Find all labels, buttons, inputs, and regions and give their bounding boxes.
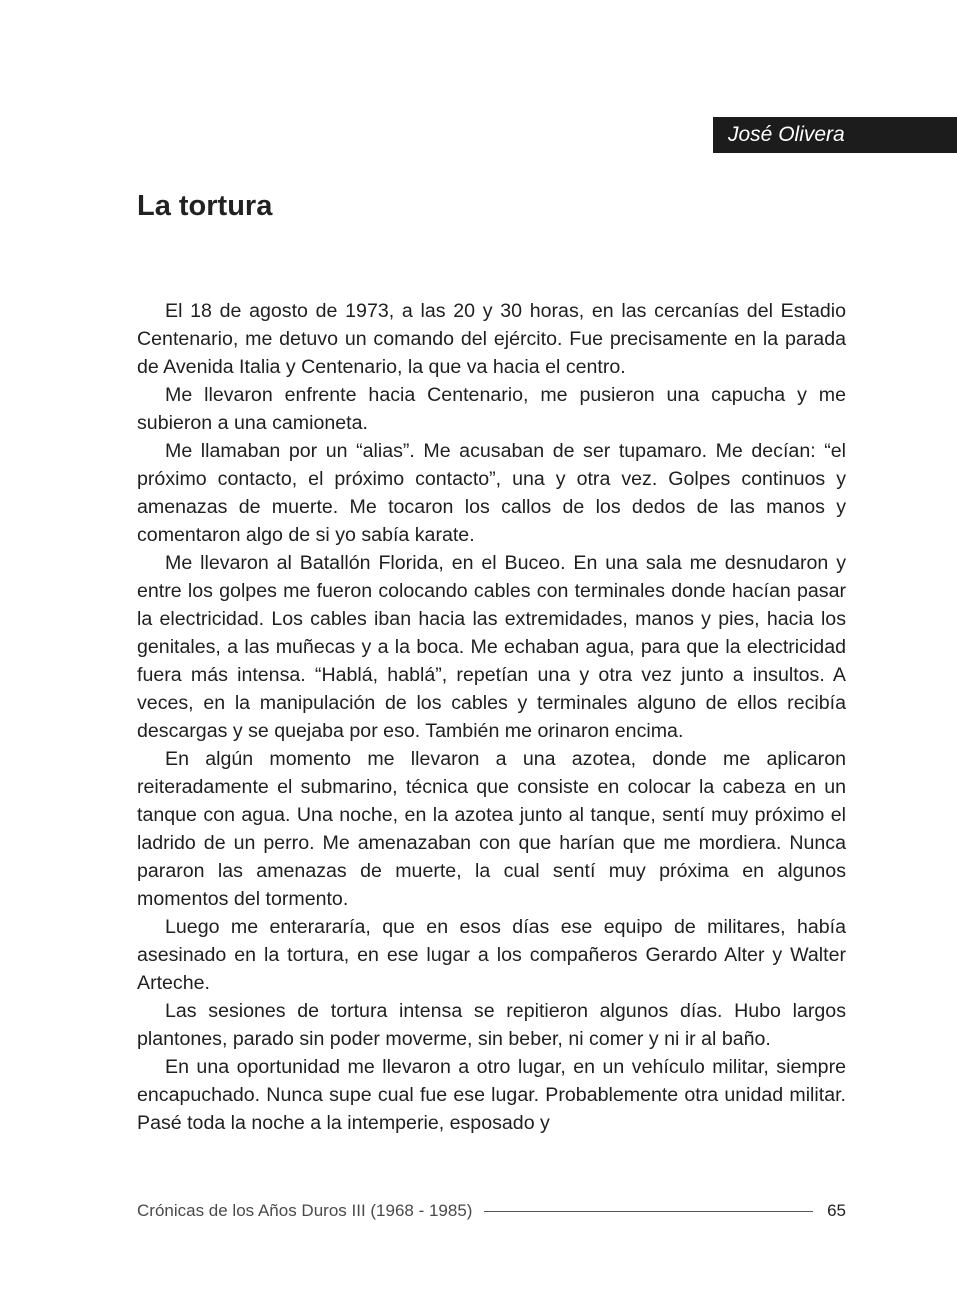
chapter-title: La tortura	[137, 190, 273, 222]
paragraph: Las sesiones de tortura intensa se repitieron algunos días. Hubo largos plantones, parado sin poder moverme, sin beber, ni comer y ni ir al baño.	[137, 1000, 846, 1050]
footer-divider	[484, 1211, 813, 1212]
paragraph: El 18 de agosto de 1973, a las 20 y 30 horas, en las cercanías del Estadio Centenario, me detuvo un comando del ejército. Fue precisamente en la parada de Avenida Italia y Centenario, la que va hacia el centro.	[137, 300, 846, 378]
author-name-tab	[713, 117, 957, 153]
page-number: 65	[827, 1201, 846, 1220]
paragraph: En algún momento me llevaron a una azotea, donde me aplicaron reiteradamente el submarino, técnica que consiste en colocar la cabeza en un tanque con agua. Una noche, en la azotea junto al tanque, sentí muy próximo el ladrido de un perro. Me amenazaban con que harían que me mordiera. Nunca pararon las amenazas de muerte, la cual sentí muy próxima en algunos momentos del tormento.	[137, 748, 846, 910]
paragraph: Me llamaban por un “alias”. Me acusaban de ser tupamaro. Me decían: “el próximo contacto, el próximo contacto”, una y otra vez. Golpes continuos y amenazas de muerte. Me tocaron los callos de los dedos de las manos y comentaron algo de si yo sabía karate.	[137, 440, 846, 546]
author-name: José Olivera	[728, 123, 845, 146]
paragraph: En una oportunidad me llevaron a otro lugar, en un vehículo militar, siempre encapuchado. Nunca supe cual fue ese lugar. Probablemente otra unidad militar. Pasé toda la noche a la intemperie, esposado y	[137, 1056, 846, 1134]
page-footer	[137, 1196, 846, 1226]
body-text	[137, 297, 846, 1137]
book-title: Crónicas de los Años Duros III (1968 - 1985)	[137, 1201, 473, 1220]
paragraph: Me llevaron al Batallón Florida, en el Buceo. En una sala me desnudaron y entre los golpes me fueron colocando cables con terminales donde hacían pasar la electricidad. Los cables iban hacia las extremidades, manos y pies, hacia los genitales, a las muñecas y a la boca. Me echaban agua, para que la electricidad fuera más intensa. “Hablá, hablá”, repetían una y otra vez junto a insultos. A veces, en la manipulación de los cables y terminales alguno de ellos recibía descargas y se quejaba por eso. También me orinaron encima.	[137, 552, 846, 742]
paragraph: Luego me enterararía, que en esos días ese equipo de militares, había asesinado en la tortura, en ese lugar a los compañeros Gerardo Alter y Walter Arteche.	[137, 916, 846, 994]
paragraph: Me llevaron enfrente hacia Centenario, me pusieron una capucha y me subieron a una camioneta.	[137, 384, 846, 434]
